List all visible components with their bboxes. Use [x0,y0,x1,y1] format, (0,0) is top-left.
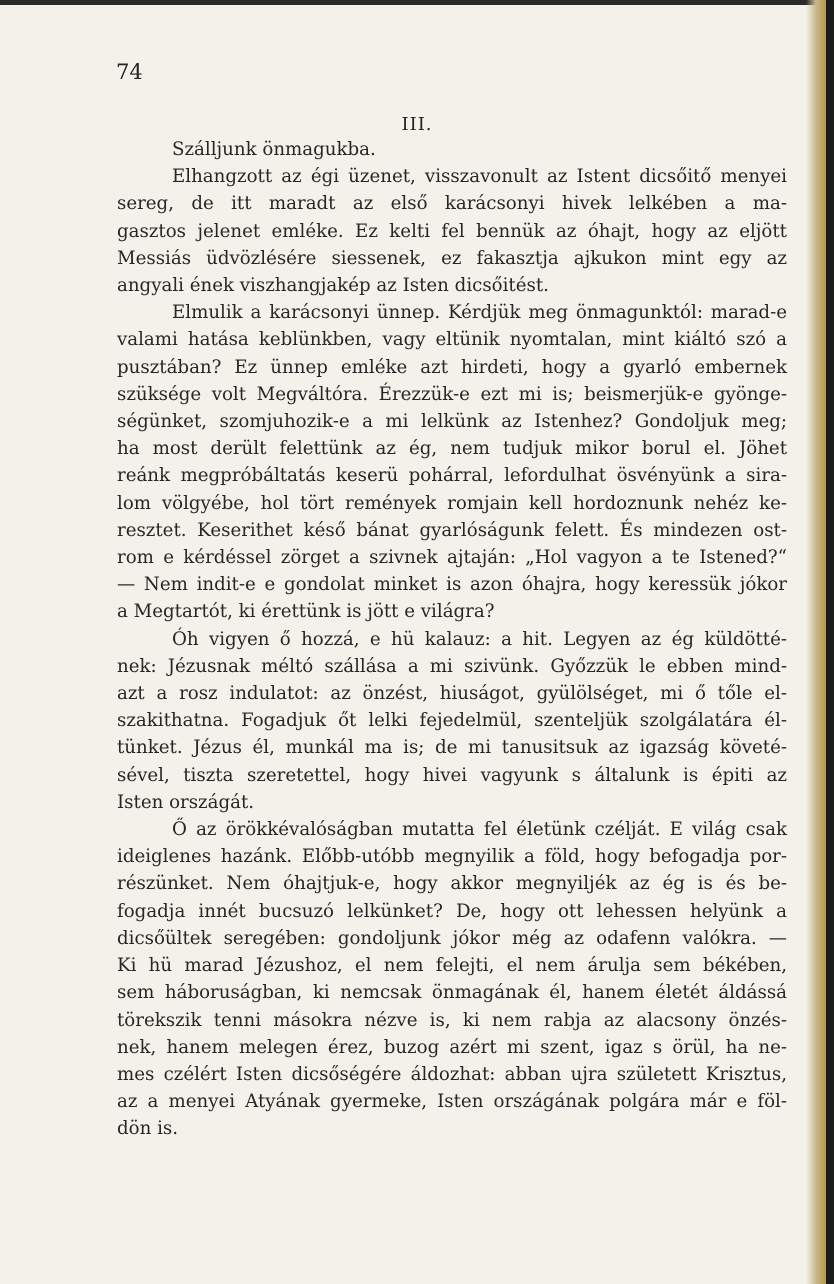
text-line: törekszik tenni másokra nézve is, ki nem rabja az alacsony önzés- [117,1009,787,1031]
paragraph [117,136,787,163]
text-line: rom e kérdéssel zörget a szivnek ajtaján: „Hol vagyon a te Istened?“ [117,547,787,569]
text-line: Isten országát. [117,791,255,813]
text-line: fogadja innét bucsuzó lelkünket? De, hogy ott lehessen helyünk a [117,900,787,922]
page-edge-dark [826,0,834,1284]
text-line: nek: Jézusnak méltó szállása a mi szivünk. Győzzük le ebben mind- [117,655,787,677]
text-line: Ő az örökkévalóságban mutatta fel életünk czélját. E világ csak [172,819,787,841]
text-line: Elhangzott az égi üzenet, visszavonult az Istent dicsőitő menyei [172,166,787,188]
text-line: lom völgyébe, hol tört remények romjain kell hordoznunk nehéz ke- [117,492,787,514]
paragraph [117,816,787,1142]
text-line: Szálljunk önmagukba. [172,139,376,160]
paragraph [117,626,787,816]
text-line: gasztos jelenet emléke. Ez kelti fel bennük az óhajt, hogy az eljött [117,220,787,242]
text-line: ha most derült felettünk az ég, nem tudjuk mikor borul el. Jöhet [117,438,787,460]
text-line: szüksége volt Megváltóra. Érezzük-e ezt mi is; beismerjük-e gyönge- [117,383,787,405]
text-line: mes czélért Isten dicsőségére áldozhat: abban ujra született Krisztus, [117,1063,787,1085]
paragraph [117,299,787,625]
text-line: angyali ének viszhangjakép az Isten dicsőitést. [117,275,549,297]
text-line: azt a rosz indulatot: az önzést, hiuságot, gyülölséget, mi ő tőle el- [117,683,787,705]
text-line: sem háboruságban, ki nemcsak önmagának él, hanem életét áldássá [117,982,787,1004]
text-line: az a menyei Atyának gyermeke, Isten országának polgára már e föl- [117,1091,787,1113]
text-line: tünket. Jézus él, munkál ma is; de mi tanusitsuk az igazság követé- [117,737,787,759]
text-line: a Megtartót, ki érettünk is jött e világra? [117,601,495,623]
text-line: ségünket, szomjuhozik-e a mi lelkünk az Istenhez? Gondoljuk meg; [117,411,787,433]
page-number: 74 [116,60,143,84]
text-line: sereg, de itt maradt az első karácsonyi hivek lelkében a ma- [117,193,787,215]
text-line: resztet. Keserithet késő bánat gyarlóságunk felett. És mindezen ost- [117,519,787,541]
text-line: pusztában? Ez ünnep emléke azt hirdeti, hogy a gyarló embernek [117,356,787,378]
text-line: Óh vigyen ő hozzá, e hü kalauz: a hit. Legyen az ég küldötté- [172,628,787,650]
text-line: — Nem indit-e e gondolat minket is azon óhajra, hogy keressük jókor [117,574,787,596]
text-line: Ki hü marad Jézushoz, el nem felejti, el nem árulja sem békében, [117,955,787,977]
paragraph [117,163,787,299]
text-line: reánk megpróbáltatás keserü pohárral, lefordulhat ösvényünk a sira- [117,465,787,487]
text-line: szakithatna. Fogadjuk őt lelki fejedelmül, szenteljük szolgálatára él- [117,710,787,732]
text-line: Elmulik a karácsonyi ünnep. Kérdjük meg önmagunktól: marad-e [172,302,787,324]
text-line: sével, tiszta szeretettel, hogy hivei vagyunk s általunk is épiti az [117,764,787,786]
text-line: dön is. [117,1118,179,1140]
text-line: valami hatása keblünkben, vagy eltünik nyomtalan, mint kiáltó szó a [117,329,787,351]
body-text [117,136,787,1143]
text-line: ideiglenes hazánk. Előbb-utóbb megnyilik a föld, hogy befogadja por- [117,846,787,868]
text-line: dicsőültek seregében: gondoljunk jókor még az odafenn valókra. — [117,927,787,949]
text-line: Messiás üdvözlésére siessenek, ez fakasztja ajkukon mint egy az [117,247,787,269]
text-line: nek, hanem melegen érez, buzog azért mi szent, igaz s örül, ha ne- [117,1036,787,1058]
top-edge-rule [0,0,834,5]
chapter-heading: III. [401,114,433,135]
text-line: részünket. Nem óhajtjuk-e, hogy akkor megnyiljék az ég is és be- [117,873,787,895]
